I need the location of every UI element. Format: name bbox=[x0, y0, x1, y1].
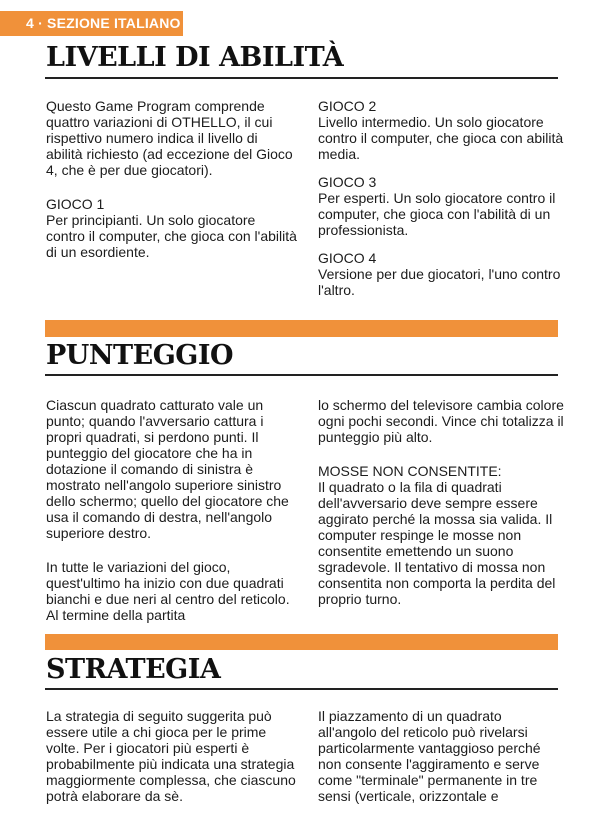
rule-punteggio bbox=[45, 374, 558, 376]
strategia-right-column bbox=[318, 708, 564, 804]
gioco-3-text: Per esperti. Un solo giocatore contro il computer, che gioca con l'abilità di un professionista. bbox=[318, 190, 556, 238]
livelli-intro: Questo Game Program comprende quattro variazioni di OTHELLO, il cui rispettivo numero indica il livello di abilità richiesto (ad eccezione del Gioco 4, che è per due giocatori). bbox=[46, 98, 293, 178]
livelli-right-column bbox=[318, 98, 564, 298]
mosse-text: Il quadrato o la fila di quadrati dell'avversario deve sempre essere aggirato perché la mossa sia valida. Il computer respinge le mosse non consentite emettendo un suono sgradevole. Il tentativo di mossa non consentita non comporta la perdita del proprio turno. bbox=[318, 479, 556, 607]
strategia-left-column bbox=[46, 708, 298, 804]
title-strategia: STRATEGIA bbox=[46, 654, 221, 685]
title-punteggio: PUNTEGGIO bbox=[46, 340, 233, 371]
punteggio-paragraph-1: Ciascun quadrato catturato vale un punto; quando l'avversario cattura i propri quadrati, si perdono punti. Il punteggio del giocatore che ha in dotazione il comando di sinistra è mostrato nell'angolo superiore sinistro dello schermo; quello del giocatore che usa il comando di destra, nell'angolo superiore destro. bbox=[46, 397, 289, 541]
gioco-3-title: GIOCO 3 bbox=[318, 174, 377, 190]
mosse-title: MOSSE NON CONSENTITE: bbox=[318, 463, 502, 479]
gioco-2-title: GIOCO 2 bbox=[318, 98, 377, 114]
divider-bar-strategia bbox=[45, 634, 558, 650]
strategia-paragraph-1: La strategia di seguito suggerita può essere utile a chi gioca per le prime volte. Per i giocatori più esperti è probabilmente più indicata una strategia maggiormente complessa, che ciascuno potrà elaborare da sè. bbox=[46, 708, 296, 804]
title-livelli: LIVELLI DI ABILITÀ bbox=[46, 42, 344, 73]
gioco-2-text: Livello intermedio. Un solo giocatore contro il computer, che gioca con abilità media. bbox=[318, 114, 564, 162]
section-header-label: 4 · SEZIONE ITALIANO bbox=[26, 15, 181, 31]
punteggio-right-column bbox=[318, 397, 564, 607]
livelli-left-column bbox=[46, 98, 298, 260]
punteggio-left-column bbox=[46, 397, 298, 623]
rule-strategia bbox=[45, 688, 558, 690]
gioco-4-text: Versione per due giocatori, l'uno contro l'altro. bbox=[318, 266, 561, 298]
gioco-1-title: GIOCO 1 bbox=[46, 196, 105, 212]
gioco-4-title: GIOCO 4 bbox=[318, 250, 377, 266]
gioco-1-text: Per principianti. Un solo giocatore contro il computer, che gioca con l'abilità di un esordiente. bbox=[46, 212, 297, 260]
punteggio-paragraph-3: lo schermo del televisore cambia colore ogni pochi secondi. Vince chi totalizza il punteggio più alto. bbox=[318, 397, 564, 445]
divider-bar-punteggio bbox=[45, 320, 558, 337]
strategia-paragraph-2: Il piazzamento di un quadrato all'angolo del reticolo può rivelarsi particolarmente vantaggioso perché non consente l'aggiramento e serve come "terminale" permanente in tre sensi (verticale, orizzontale e bbox=[318, 708, 541, 804]
punteggio-paragraph-2: In tutte le variazioni del gioco, quest'ultimo ha inizio con due quadrati bianchi e due neri al centro del reticolo. Al termine della partita bbox=[46, 559, 290, 623]
section-header-tab bbox=[0, 11, 183, 36]
rule-livelli bbox=[45, 77, 558, 79]
